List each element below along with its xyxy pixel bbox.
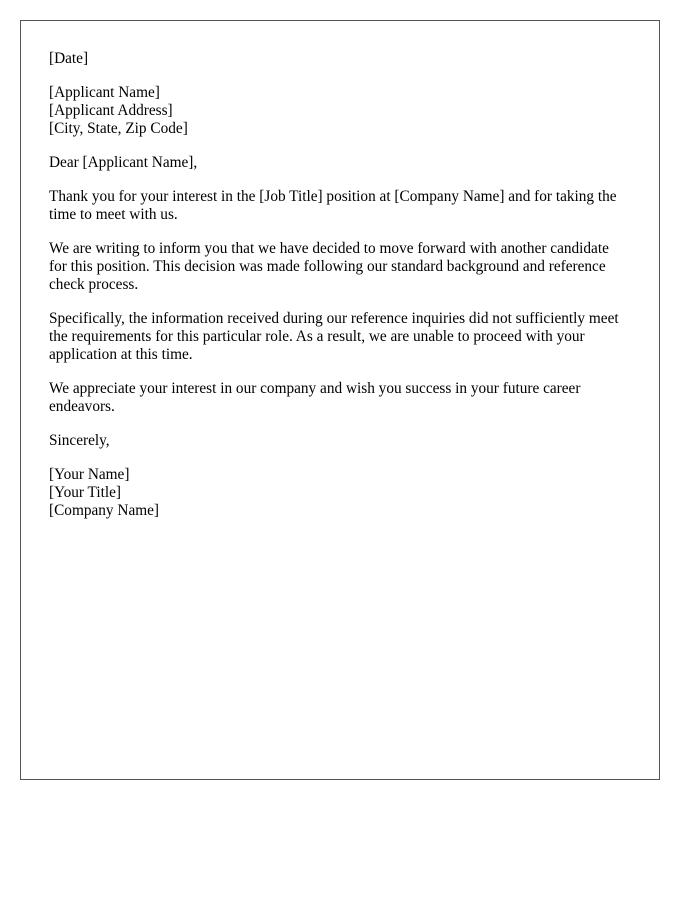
letter-date: [Date] — [49, 50, 89, 67]
letter-date-block — [49, 50, 629, 68]
recipient-address-block — [49, 84, 629, 138]
recipient-city-state-zip: [City, State, Zip Code] — [49, 120, 188, 137]
signature-block — [49, 466, 629, 520]
salutation: Dear [Applicant Name], — [49, 154, 198, 171]
paragraph-appreciation: We appreciate your interest in our company and wish you success in your future career endeavors. — [49, 380, 581, 415]
paragraph-reference-details: Specifically, the information received during our reference inquiries did not sufficiently meet the requirements for this particular role. As a result, we are unable to proceed with your application at this time. — [49, 310, 619, 363]
letter-page — [20, 20, 660, 780]
paragraph-decision: We are writing to inform you that we have decided to move forward with another candidate for this position. This decision was made following our standard background and reference check process. — [49, 240, 609, 293]
signature-title: [Your Title] — [49, 484, 121, 501]
paragraph-thank-you: Thank you for your interest in the [Job Title] position at [Company Name] and for taking the time to meet with us. — [49, 188, 617, 223]
letter-body — [49, 50, 629, 536]
closing-block — [49, 432, 629, 450]
salutation-block — [49, 154, 629, 172]
recipient-address: [Applicant Address] — [49, 102, 173, 119]
recipient-name: [Applicant Name] — [49, 84, 160, 101]
signature-company: [Company Name] — [49, 502, 160, 519]
closing: Sincerely, — [49, 432, 110, 449]
signature-name: [Your Name] — [49, 466, 130, 483]
